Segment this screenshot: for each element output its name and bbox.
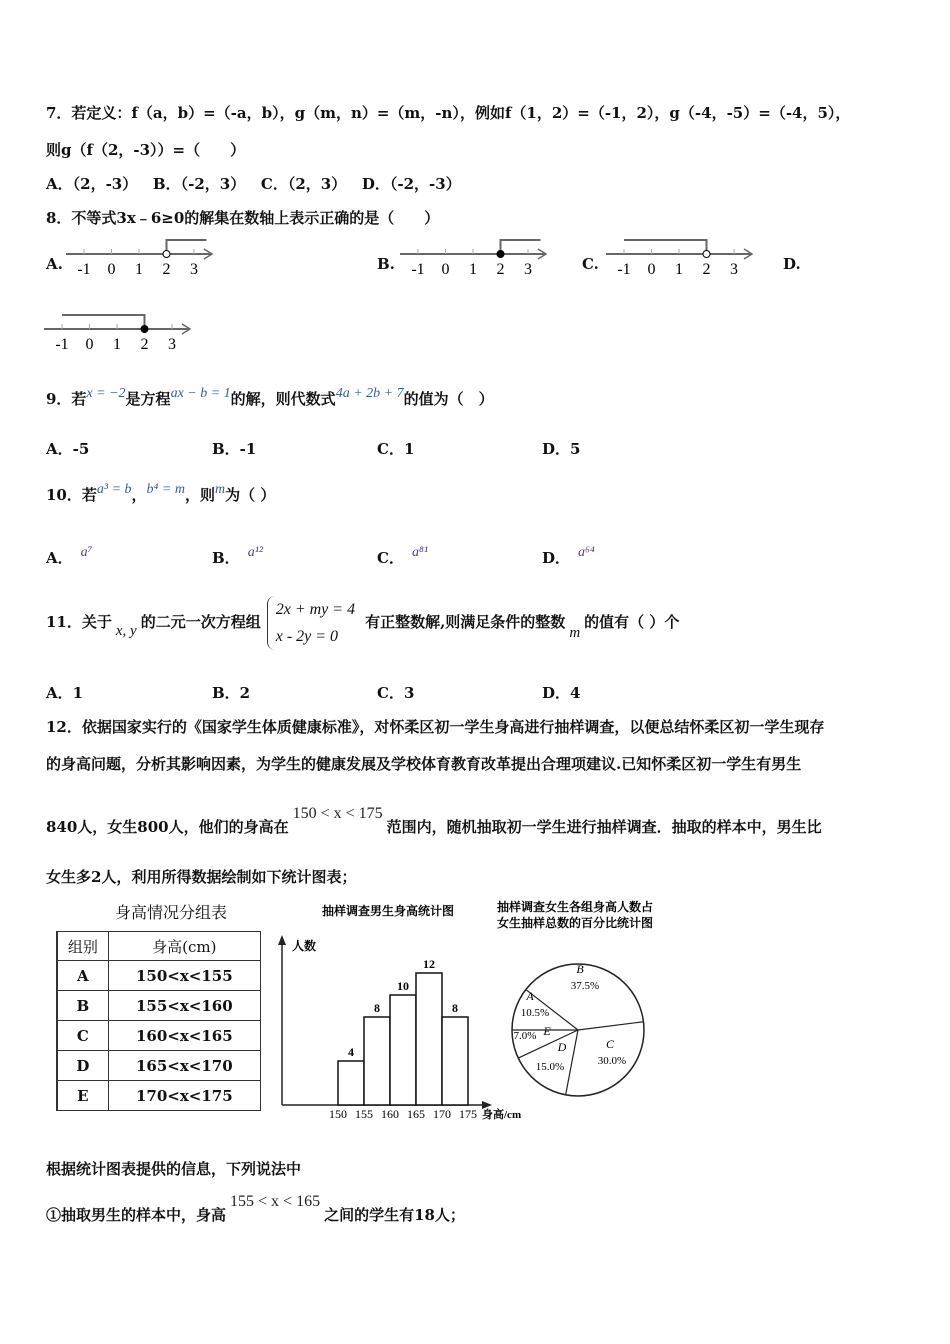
pie-slice-label: B xyxy=(576,962,584,976)
formula: m xyxy=(215,482,226,497)
chart-title: 抽样调查男生身高统计图 xyxy=(321,904,455,918)
option-label: C． xyxy=(377,549,404,567)
formula: a⁷ xyxy=(80,545,93,560)
table-cell: A xyxy=(57,961,108,991)
number-line-a xyxy=(66,236,226,281)
table-cell: D xyxy=(57,1051,108,1081)
q9-option-d: D．5 xyxy=(542,440,581,458)
solution-ray xyxy=(62,315,145,329)
tick-label: 3 xyxy=(168,336,176,353)
q12-line-2: 的身高问题，分析其影响因素，为学生的健康发展及学校体育教育改革提出合理项建议.已知怀柔区初一学生有男生 xyxy=(46,755,802,773)
chart-title: 女生抽样总数的百分比统计图 xyxy=(496,916,654,930)
option-label: A． xyxy=(46,549,73,567)
histogram-bar xyxy=(416,973,442,1105)
q10-option-b xyxy=(212,547,263,568)
table-cell: 170<x<175 xyxy=(108,1081,260,1111)
q11-text: 的二元一次方程组 xyxy=(140,613,261,631)
equation-2: x - 2y = 0 xyxy=(275,628,339,645)
closed-point xyxy=(141,326,148,333)
formula: 155 < x < 165 xyxy=(230,1193,321,1210)
q10-option-d xyxy=(542,547,595,568)
q7-options xyxy=(46,173,461,194)
bar-value-label: 8 xyxy=(374,1001,380,1015)
q9-text: 的解，则代数式 xyxy=(230,390,336,408)
number-line-c xyxy=(606,236,766,281)
q12-after: 根据统计图表提供的信息，下列说法中 xyxy=(46,1160,302,1178)
q7-option-d: D．（-2，-3） xyxy=(361,175,461,193)
tick-label: 2 xyxy=(496,261,505,278)
pie-value-label: 15.0% xyxy=(535,1061,565,1073)
q12-line-3 xyxy=(46,805,822,837)
tick-label: 1 xyxy=(675,261,683,278)
table-cell: 155<x<160 xyxy=(108,991,260,1021)
q8-stem: 8．不等式3x﹣6≥0的解集在数轴上表示正确的是（ ） xyxy=(46,209,440,227)
pie-value-label: 10.5% xyxy=(520,1007,550,1019)
equation-1: 2x + my = 4 xyxy=(275,601,356,618)
pie-value-label: 37.5% xyxy=(570,980,600,992)
solution-ray xyxy=(624,240,707,254)
q7-option-a: A．（2，-3） xyxy=(46,175,138,193)
solution-ray xyxy=(501,240,541,254)
q12-statement-1 xyxy=(46,1193,465,1225)
q11-option-c: C．3 xyxy=(377,684,415,702)
table-row xyxy=(57,1021,261,1051)
y-arrow-icon xyxy=(278,935,286,945)
formula: a⁸¹ xyxy=(411,545,429,560)
q10-stem xyxy=(46,484,275,505)
q9-text: 是方程 xyxy=(125,390,171,408)
q9-text: 的值为（ ） xyxy=(403,390,494,408)
x-tick-label: 155 xyxy=(355,1107,373,1120)
table-row xyxy=(57,1081,261,1111)
x-tick-label: 170 xyxy=(433,1107,451,1120)
tick-label: 2 xyxy=(702,261,711,278)
pie-slice-label: C xyxy=(605,1037,615,1051)
bar-value-label: 12 xyxy=(423,957,435,971)
q9-stem xyxy=(46,388,494,409)
column-header: 组别 xyxy=(57,932,108,961)
pie-slice-label: A xyxy=(526,989,534,1003)
q10-option-a xyxy=(46,547,93,568)
x-tick-label: 150 xyxy=(329,1107,347,1120)
formula: a³ = b xyxy=(96,482,132,497)
q7-stem: 7．若定义：f（a，b）=（-a，b），g（m，n）=（m，-n），例如f（1，2）=（-1，2），g（-4，-5）=（-4，5）， xyxy=(46,104,851,122)
table-title: 身高情况分组表 xyxy=(114,903,227,922)
pie-value-label: 30.0% xyxy=(597,1055,627,1067)
q10-text: 10．若 xyxy=(46,486,97,504)
tick-label: 2 xyxy=(140,336,149,353)
formula: a¹² xyxy=(247,545,264,560)
q12-text: ①抽取男生的样本中，身高 xyxy=(46,1206,227,1224)
table-row xyxy=(57,1051,261,1081)
tick-label: 0 xyxy=(441,261,450,278)
table-header-row xyxy=(57,932,261,961)
q9-option-c: C．1 xyxy=(377,440,415,458)
open-point xyxy=(703,251,710,258)
q7-option-c: C．（2，3） xyxy=(260,175,347,193)
formula: a⁶⁴ xyxy=(578,545,595,560)
q10-option-c xyxy=(377,547,428,568)
formula: b⁴ = m xyxy=(146,482,185,497)
option-label: D． xyxy=(542,549,571,567)
q9-text: 9．若 xyxy=(46,390,87,408)
x-tick-label: 175 xyxy=(459,1107,477,1120)
formula: 150 < x < 175 xyxy=(292,805,383,822)
q11-text: 有正整数解,则满足条件的整数 xyxy=(365,613,566,631)
tick-label: 1 xyxy=(469,261,477,278)
q11-option-a: A．1 xyxy=(46,684,84,702)
table-cell: E xyxy=(57,1081,108,1111)
q8-label-c: C. xyxy=(582,255,599,273)
table-row xyxy=(57,991,261,1021)
tick-label: 0 xyxy=(85,336,94,353)
q11-option-d: D．4 xyxy=(542,684,581,702)
x-axis-label: 身高/cm xyxy=(482,1109,522,1120)
q12-text: 之间的学生有18人； xyxy=(324,1206,465,1224)
solution-ray xyxy=(167,240,207,254)
option-label: B． xyxy=(212,549,240,567)
histogram-bar xyxy=(338,1061,364,1105)
histogram-bar xyxy=(442,1017,468,1105)
q9-option-b: B．-1 xyxy=(212,440,257,458)
table-cell: B xyxy=(57,991,108,1021)
formula: m xyxy=(569,625,581,641)
formula: 4a + 2b + 7 xyxy=(335,386,404,401)
q7-stem-2: 则g（f（2，-3））=（ ） xyxy=(46,141,246,159)
q12-line-1: 12．依据国家实行的《国家学生体质健康标准》，对怀柔区初一学生身高进行抽样调查，以便总结怀柔区初一学生现存 xyxy=(46,718,825,736)
female-height-pie-chart xyxy=(490,893,660,1108)
q10-text: ， xyxy=(131,486,147,504)
tick-label: 1 xyxy=(113,336,121,353)
tick-label: 0 xyxy=(647,261,656,278)
bar-value-label: 10 xyxy=(397,979,409,993)
table-cell: 165<x<170 xyxy=(108,1051,260,1081)
tick-label: 1 xyxy=(135,261,143,278)
closed-point xyxy=(497,251,504,258)
tick-label: 3 xyxy=(190,261,198,278)
pie-value-label: 7.0% xyxy=(513,1030,537,1042)
formula: ax − b = 1 xyxy=(170,386,231,401)
x-tick-label: 165 xyxy=(407,1107,425,1120)
bar-value-label: 4 xyxy=(348,1045,354,1059)
chart-title: 抽样调查女生各组身高人数占 xyxy=(496,900,654,914)
table-row xyxy=(57,961,261,991)
table-cell: C xyxy=(57,1021,108,1051)
height-group-table xyxy=(56,900,266,1111)
q11-option-b: B．2 xyxy=(212,684,251,702)
pie-slice-label: D xyxy=(557,1040,567,1054)
tick-label: 2 xyxy=(162,261,171,278)
q12-text: 范围内，随机抽取初一学生进行抽样调查．抽取的样本中，男生比 xyxy=(386,818,822,836)
histogram-bar xyxy=(390,995,416,1105)
formula: x, y xyxy=(115,623,137,639)
table-cell: 160<x<165 xyxy=(108,1021,260,1051)
number-line-d xyxy=(44,311,204,356)
tick-label: -1 xyxy=(77,261,91,278)
number-line-b xyxy=(400,236,560,281)
tick-label: 3 xyxy=(730,261,738,278)
table-cell: 150<x<155 xyxy=(108,961,260,991)
tick-label: -1 xyxy=(55,336,69,353)
formula: x = −2 xyxy=(86,386,126,401)
q12-text: 840人，女生800人，他们的身高在 xyxy=(46,818,289,836)
x-tick-label: 160 xyxy=(381,1107,399,1120)
q10-text: ，则 xyxy=(184,486,215,504)
q10-text: 为（ ） xyxy=(225,486,276,504)
q8-label-d: D. xyxy=(783,255,801,273)
tick-label: -1 xyxy=(411,261,425,278)
open-point xyxy=(163,251,170,258)
q7-option-b: B．（-2，3） xyxy=(152,175,246,193)
tick-label: 0 xyxy=(107,261,116,278)
y-axis-label: 人数 xyxy=(292,939,317,953)
table xyxy=(56,931,261,1111)
pie-slice-label: E xyxy=(543,1024,551,1038)
q8-label-b: B. xyxy=(377,255,395,273)
histogram-bar xyxy=(364,1017,390,1105)
q11-text: 11．关于 xyxy=(46,613,112,631)
q9-option-a: A．-5 xyxy=(46,440,90,458)
q8-label-a: A. xyxy=(46,255,63,273)
q11-text: 的值有（ ）个 xyxy=(584,613,680,631)
column-header: 身高(cm) xyxy=(108,932,260,961)
q12-line-4: 女生多2人，利用所得数据绘制如下统计图表； xyxy=(46,868,357,886)
q11-equation-system xyxy=(267,596,355,650)
bar-value-label: 8 xyxy=(452,1001,458,1015)
tick-label: -1 xyxy=(617,261,631,278)
q11-stem xyxy=(46,596,679,650)
tick-label: 3 xyxy=(524,261,532,278)
